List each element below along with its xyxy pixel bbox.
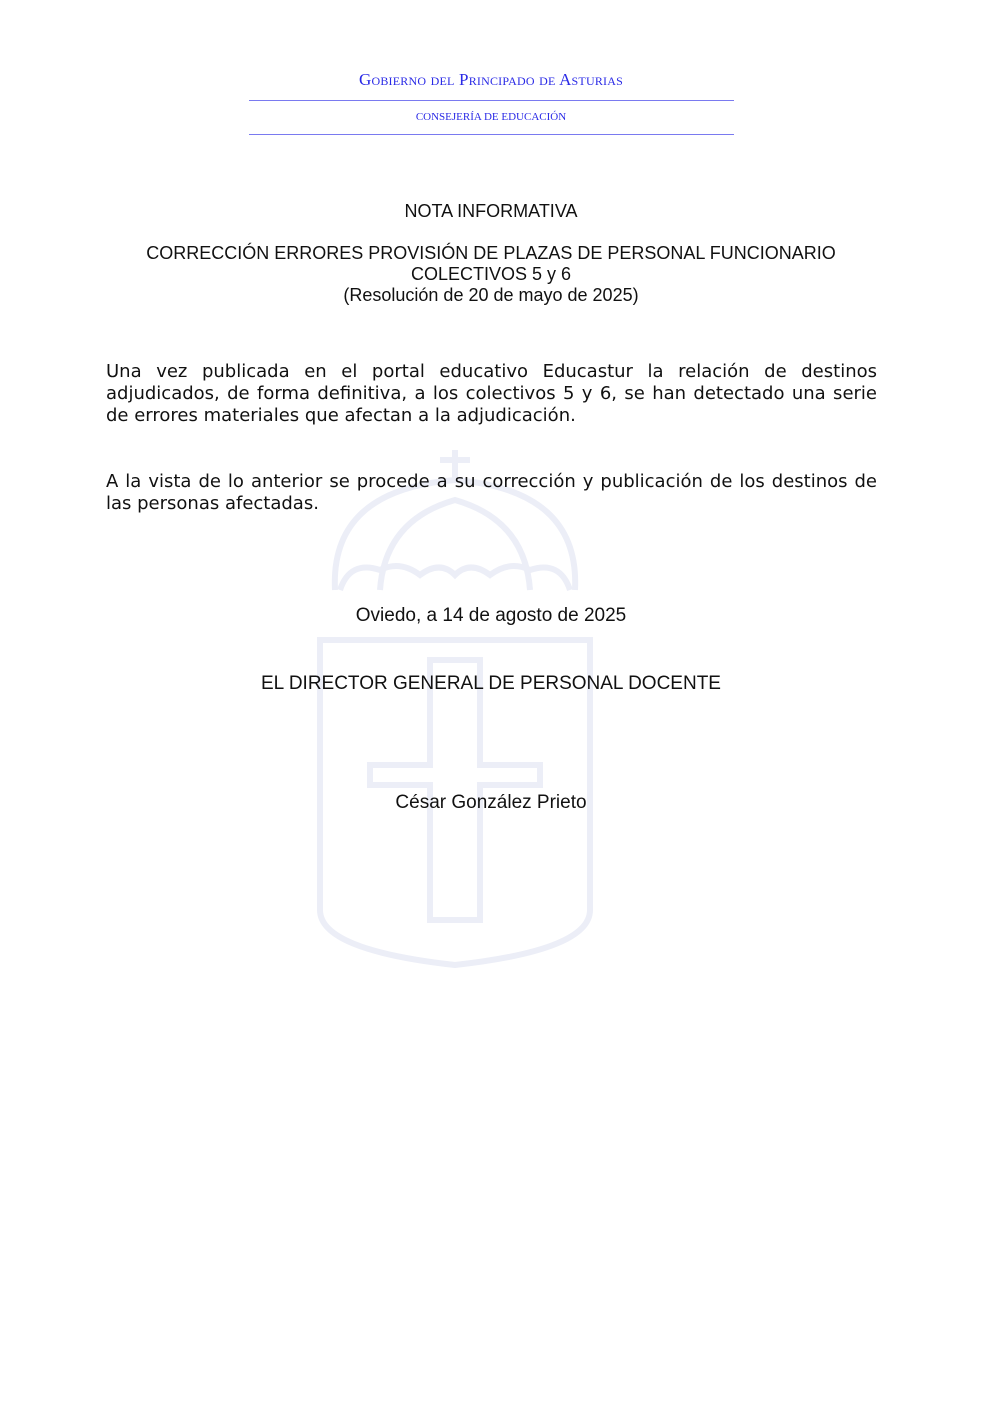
government-header: Gobierno del Principado de Asturias xyxy=(359,70,623,89)
signer-title: EL DIRECTOR GENERAL DE PERSONAL DOCENTE xyxy=(261,673,721,694)
subject-line-1: CORRECCIÓN ERRORES PROVISIÓN DE PLAZAS DE PERSONAL FUNCIONARIO xyxy=(146,243,836,263)
place-date: Oviedo, a 14 de agosto de 2025 xyxy=(355,605,627,626)
signer-name: César González Prieto xyxy=(395,792,587,813)
body-paragraph-2: A la vista de lo anterior se procede a su corrección y publicación de los destinos de las personas afectadas. xyxy=(106,471,877,514)
department-header: CONSEJERÍA DE EDUCACIÓN xyxy=(415,111,567,123)
header-rule-top xyxy=(249,100,734,101)
document-type-title: NOTA INFORMATIVA xyxy=(404,201,578,221)
subject-line-2: COLECTIVOS 5 y 6 xyxy=(410,264,572,284)
subject-line-3: (Resolución de 20 de mayo de 2025) xyxy=(343,285,639,305)
header-rule-bottom xyxy=(249,134,734,135)
body-paragraph-1: Una vez publicada en el portal educativo Educastur la relación de destinos adjudicados, de forma definitiva, a los colectivos 5 y 6, se han detectado una serie de errores materiales que afectan a la adjudicación. xyxy=(106,361,877,426)
asturias-coat-of-arms-watermark xyxy=(310,440,600,980)
